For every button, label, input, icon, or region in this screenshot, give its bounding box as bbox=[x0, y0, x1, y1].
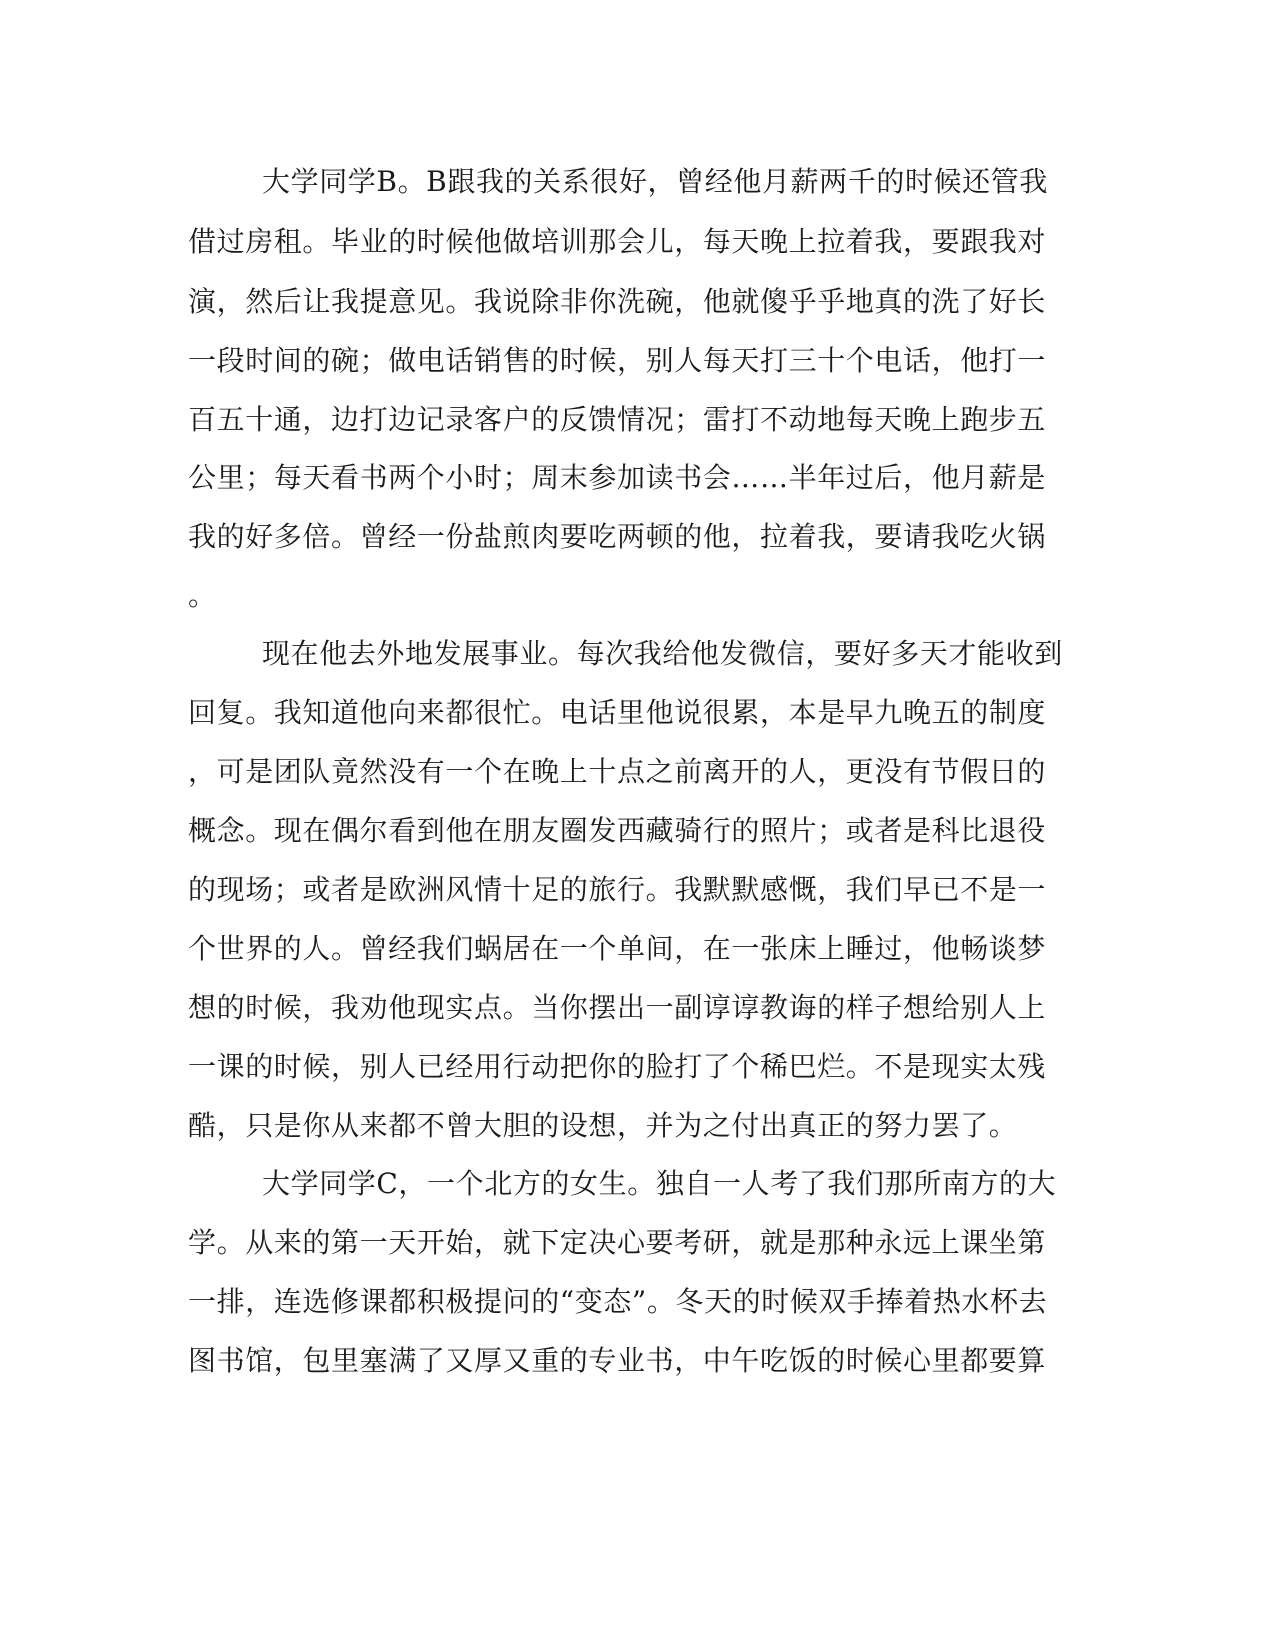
text-line: 酷，只是你从来都不曾大胆的设想，并为之付出真正的努力罢了。 bbox=[188, 1109, 1018, 1142]
text-line: 回复。我知道他向来都很忙。电话里他说很累，本是早九晚五的制度 bbox=[188, 696, 1047, 729]
text-line: 我的好多倍。曾经一份盐煎肉要吃两顿的他，拉着我，要请我吃火锅 bbox=[188, 520, 1047, 553]
text-line: 的现场；或者是欧洲风情十足的旅行。我默默感慨，我们早已不是一 bbox=[188, 873, 1047, 906]
text-line: 一课的时候，别人已经用行动把你的脸打了个稀巴烂。不是现实太残 bbox=[188, 1050, 1047, 1083]
text-line: 一排，连选修课都积极提问的“变态”。冬天的时候双手捧着热水杯去 bbox=[188, 1285, 1048, 1318]
text-line: 想的时候，我劝他现实点。当你摆出一副谆谆教诲的样子想给别人上 bbox=[188, 991, 1047, 1024]
text-line: 现在他去外地发展事业。每次我给他发微信，要好多天才能收到 bbox=[262, 637, 1063, 670]
text-line: 演，然后让我提意见。我说除非你洗碗，他就傻乎乎地真的洗了好长 bbox=[188, 285, 1047, 318]
text-line: ，可是团队竟然没有一个在晚上十点之前离开的人，更没有节假日的 bbox=[188, 755, 1047, 788]
text-line: 一段时间的碗；做电话销售的时候，别人每天打三十个电话，他打一 bbox=[188, 344, 1047, 377]
text-line: 大学同学B。B跟我的关系很好，曾经他月薪两千的时候还管我 bbox=[262, 165, 1048, 198]
text-line: 个世界的人。曾经我们蜗居在一个单间，在一张床上睡过，他畅谈梦 bbox=[188, 932, 1047, 965]
text-line: 学。从来的第一天开始，就下定决心要考研，就是那种永远上课坐第 bbox=[188, 1226, 1047, 1259]
text-line: 公里；每天看书两个小时；周末参加读书会……半年过后，他月薪是 bbox=[188, 461, 1047, 494]
text-line: 。 bbox=[188, 579, 217, 612]
text-line: 百五十通，边打边记录客户的反馈情况；雷打不动地每天晚上跑步五 bbox=[188, 403, 1047, 436]
text-line: 图书馆，包里塞满了又厚又重的专业书，中午吃饭的时候心里都要算 bbox=[188, 1344, 1047, 1377]
text-line: 借过房租。毕业的时候他做培训那会儿，每天晚上拉着我，要跟我对 bbox=[188, 225, 1047, 258]
text-line: 大学同学C，一个北方的女生。独自一人考了我们那所南方的大 bbox=[262, 1167, 1057, 1200]
text-line: 概念。现在偶尔看到他在朋友圈发西藏骑行的照片；或者是科比退役 bbox=[188, 814, 1047, 847]
